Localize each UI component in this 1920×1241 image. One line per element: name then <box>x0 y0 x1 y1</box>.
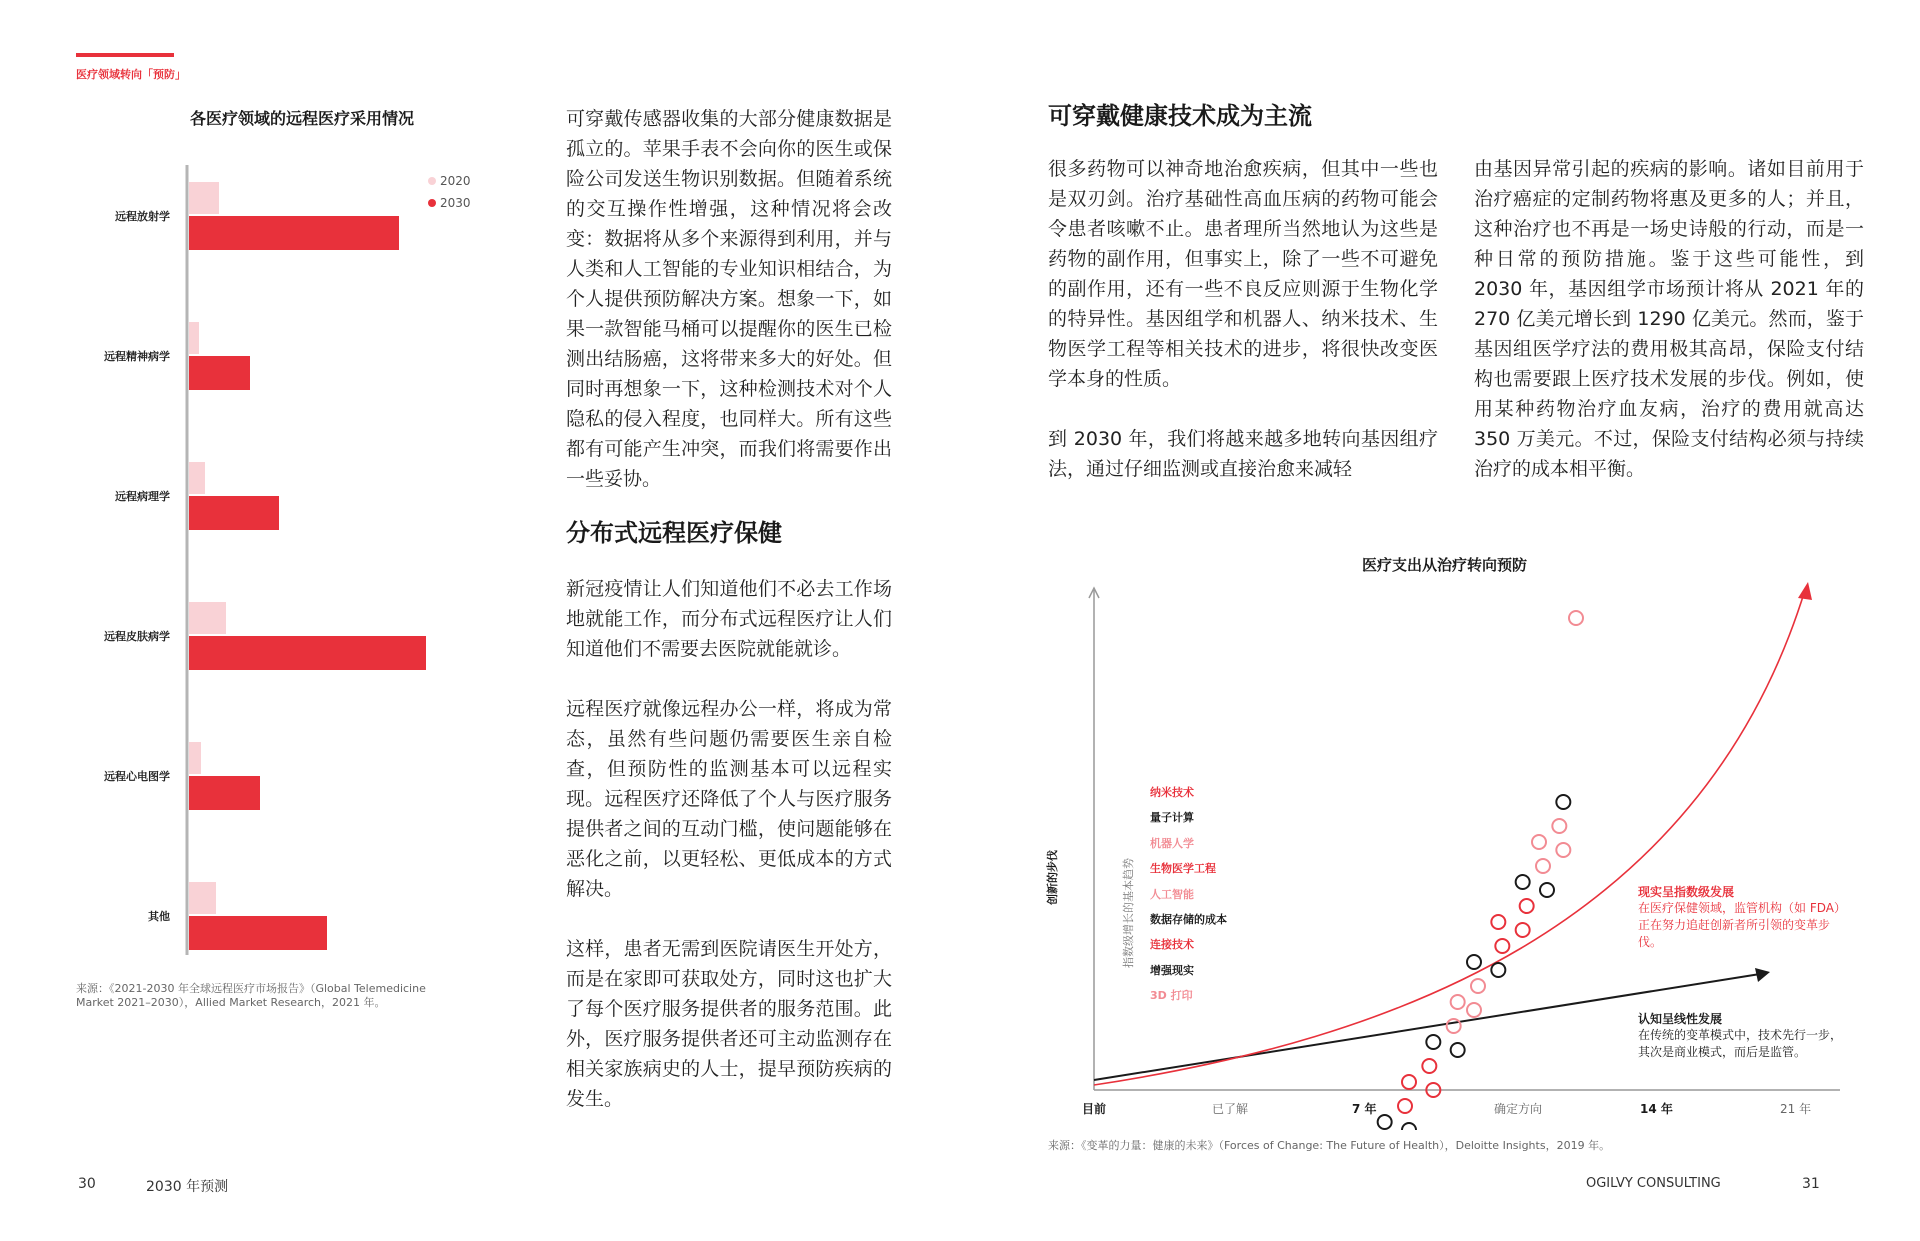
middle-heading: 分布式远程医疗保健 <box>566 519 782 547</box>
innovation-dot <box>1516 875 1530 889</box>
middle-paragraph-4: 这样，患者无需到医院请医生开处方，而是在家即可获取处方，同时这也扩大了每个医疗服务提供者的服务范围。此外，医疗服务提供者还可主动监测存在相关家族病史的人士，提早预防疾病的发生。 <box>566 938 892 1110</box>
innovation-dot <box>1422 1059 1436 1073</box>
tech-item: 增强现实 <box>1150 963 1194 977</box>
bar-2030 <box>189 776 260 810</box>
bar-category-label: 远程放射学 <box>115 210 170 223</box>
x-tick-label: 7 年 <box>1352 1102 1377 1116</box>
innovation-dot <box>1532 835 1546 849</box>
bar-2020 <box>189 462 205 494</box>
innovation-dot <box>1495 939 1509 953</box>
middle-paragraph-3: 远程医疗就像远程办公一样，将成为常态，虽然有些问题仍需要医生亲自检查，但预防性的监测基本可以远程实现。远程医疗还降低了个人与医疗服务提供者之间的互动门槛，使问题能够在恶化之前，以更轻松、更低成本的方式解决。 <box>566 698 892 900</box>
right-a-paragraph-1: 很多药物可以神奇地治愈疾病，但其中一些也是双刃剑。治疗基础性高血压病的药物可能会令患者咳嗽不止。患者理所当然地认为这些是药物的副作用，但事实上，除了一些不可避免的副作用，还有一些不良反应则源于生物化学的特异性。基因组学和机器人、纳米技术、生物医学工程等相关技术的进步，将很快改变医学本身的性质。 <box>1048 158 1438 390</box>
tech-item: 纳米技术 <box>1150 786 1194 799</box>
technology-list <box>1150 780 1227 1009</box>
bar-2030 <box>189 496 279 530</box>
right-b-paragraph-1: 由基因异常引起的疾病的影响。诸如目前用于治疗癌症的定制药物将惠及更多的人；并且，这种治疗也不再是一场史诗般的行动，而是一种日常的预防措施。鉴于这些可能性，到 2030 年，基因组学市场预计将从 2021 年的 270 亿美元增长到 1290 亿美元。然而，鉴于基因组医学疗法的费用极其高昂，保险支付结构也需要跟上医疗技术发展的步伐。例如，使用某种药物治疗血友病，治疗的费用就高达 350 万美元。不过，保险支付结构必须与持续治疗的成本相平衡。 <box>1474 158 1864 480</box>
bar-2030 <box>189 216 399 250</box>
bar-2020 <box>189 602 226 634</box>
bar-category-label: 远程心电图学 <box>104 770 170 783</box>
innovation-dot-cloud <box>1353 611 1583 1130</box>
innovation-dot <box>1540 883 1554 897</box>
bar-category-label: 远程病理学 <box>115 490 170 503</box>
bar-2030 <box>189 636 426 670</box>
innovation-dot <box>1402 1075 1416 1089</box>
tech-item: 数据存储的成本 <box>1150 913 1227 927</box>
bar-category-label: 远程精神病学 <box>104 350 170 363</box>
innovation-chart-title: 医疗支出从治疗转向预防 <box>1362 556 1528 574</box>
exponential-annotation-title: 现实呈指数级发展 <box>1638 885 1735 899</box>
innovation-dot <box>1552 819 1566 833</box>
innovation-dot <box>1447 1019 1461 1033</box>
bar-2020 <box>189 322 199 354</box>
innovation-chart-source: 来源：《变革的力量：健康的未来》（Forces of Change: The Future of Health），Deloitte Insights，2019 年。 <box>1048 1139 1611 1152</box>
exponential-arrow-icon <box>1798 582 1812 600</box>
right-a-paragraph-2: 到 2030 年，我们将越来越多地转向基因组疗法，通过仔细监测或直接治愈来减轻 <box>1048 428 1438 480</box>
linear-annotation-title: 认知呈线性发展 <box>1638 1012 1723 1026</box>
x-tick-label: 目前 <box>1082 1102 1107 1116</box>
linear-annotation <box>1638 1010 1848 1061</box>
bar-category-label: 远程皮肤病学 <box>104 630 170 643</box>
exponential-annotation-text: 在医疗保健领域，监管机构（如 FDA）正在努力追赶创新者所引领的变革步伐。 <box>1638 901 1846 949</box>
innovation-dot <box>1467 955 1481 969</box>
vertical-caption: 指数级增长的基本趋势 <box>1122 858 1135 968</box>
innovation-dot <box>1556 843 1570 857</box>
left-page-number: 30 <box>78 1176 96 1192</box>
x-tick-label: 已了解 <box>1212 1102 1249 1116</box>
tech-item: 机器人学 <box>1150 836 1194 850</box>
middle-paragraph-2: 新冠疫情让人们知道他们不必去工作场地就能工作，而分布式远程医疗让人们知道他们不需要去医院就能就诊。 <box>566 578 892 660</box>
innovation-dot <box>1471 979 1485 993</box>
tech-item: 连接技术 <box>1150 938 1194 952</box>
right-column-b <box>1474 154 1864 514</box>
legend-label-2030: 2030 <box>440 196 471 210</box>
bar-chart-title: 各医疗领域的远程医疗采用情况 <box>190 109 415 128</box>
innovation-dot <box>1516 923 1530 937</box>
bar-chart <box>180 165 460 955</box>
innovation-dot <box>1378 1115 1392 1129</box>
bar-2030 <box>189 916 327 950</box>
bar-2020 <box>189 182 219 214</box>
bar-2020 <box>189 882 216 914</box>
tech-item: 生物医学工程 <box>1150 862 1216 876</box>
right-page-heading: 可穿戴健康技术成为主流 <box>1048 102 1312 130</box>
y-axis-title: 创新的步伐 <box>1046 850 1059 905</box>
bar-2020 <box>189 742 201 774</box>
x-tick-label: 21 年 <box>1780 1102 1812 1116</box>
innovation-dot <box>1402 1123 1416 1130</box>
x-tick-label: 14 年 <box>1640 1102 1673 1116</box>
innovation-dot <box>1426 1035 1440 1049</box>
middle-paragraph-1: 可穿戴传感器收集的大部分健康数据是孤立的。苹果手表不会向你的医生或保险公司发送生物识别数据。但随着系统的交互操作性增强，这种情况将会改变：数据将从多个来源得到利用，并与人类和人工智能的专业知识相结合，为个人提供预防解决方案。想象一下，如果一款智能马桶可以提醒你的医生已检测出结肠癌，这将带来多大的好处。但同时再想象一下，这种检测技术对个人隐私的侵入程度，也同样大。所有这些都有可能产生冲突，而我们将需要作出一些妥协。 <box>566 108 892 490</box>
innovation-dot <box>1451 1043 1465 1057</box>
linear-annotation-text: 在传统的变革模式中，技术先行一步，其次是商业模式，而后是监管。 <box>1638 1028 1843 1059</box>
bar-2030 <box>189 356 250 390</box>
innovation-dot <box>1520 899 1534 913</box>
exponential-annotation <box>1638 883 1848 951</box>
innovation-dot <box>1491 915 1505 929</box>
section-accent-bar <box>76 53 174 57</box>
x-tick-label: 确定方向 <box>1494 1102 1543 1116</box>
tech-item: 3D 打印 <box>1150 989 1193 1003</box>
tech-item: 人工智能 <box>1150 887 1194 901</box>
right-footer-brand: OGILVY CONSULTING <box>1586 1176 1721 1191</box>
left-footer-title: 2030 年预测 <box>146 1179 229 1195</box>
section-tag: 医疗领域转向「预防」 <box>76 68 186 81</box>
innovation-dot <box>1467 1003 1481 1017</box>
middle-column <box>566 104 892 1144</box>
bar-chart-source: 来源：《2021-2030 年全球远程医疗市场报告》（Global Telemedicine Market 2021–2030），Allied Market Research，2021 年。 <box>76 982 426 1009</box>
right-page-number: 31 <box>1802 1176 1820 1192</box>
innovation-dot <box>1556 795 1570 809</box>
tech-item: 量子计算 <box>1150 811 1194 825</box>
bar-category-label: 其他 <box>148 910 170 923</box>
linear-arrow-icon <box>1755 968 1770 982</box>
innovation-dot <box>1536 859 1550 873</box>
innovation-dot <box>1398 1099 1412 1113</box>
innovation-dot <box>1451 995 1465 1009</box>
y-axis-title-wrap <box>1040 843 1060 903</box>
innovation-dot <box>1491 963 1505 977</box>
right-column-a <box>1048 154 1438 514</box>
innovation-dot <box>1569 611 1583 625</box>
legend-label-2020: 2020 <box>440 174 471 188</box>
